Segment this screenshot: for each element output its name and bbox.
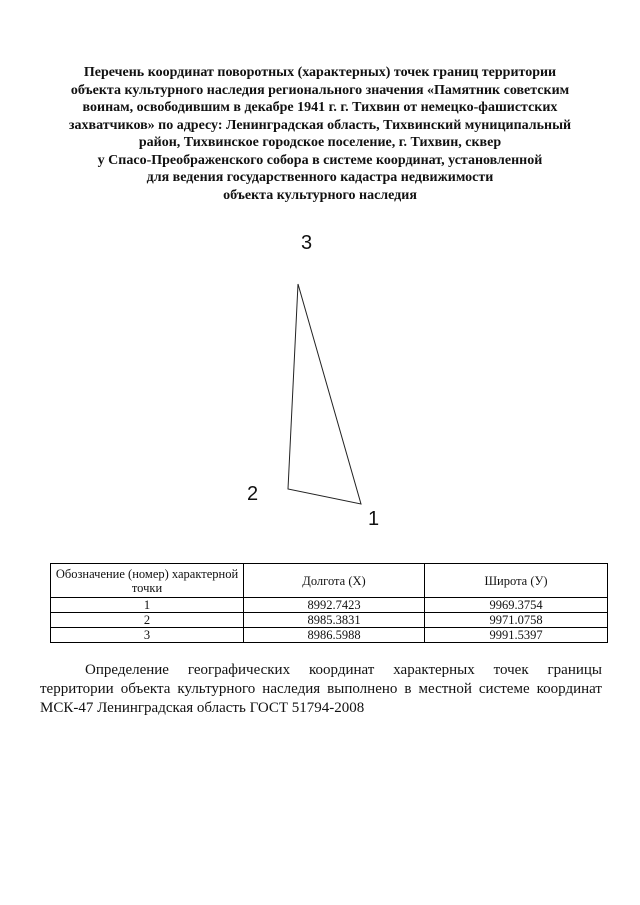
cell-point: 2 [51, 613, 244, 628]
note-line: территории объекта культурного наследия выполнено в местной системе координат [40, 681, 602, 697]
column-header-latitude: Широта (У) [425, 564, 608, 598]
table-row [51, 613, 608, 628]
cell-longitude: 8992.7423 [244, 598, 425, 613]
table-header-row [51, 564, 608, 598]
point-label-2: 2 [247, 483, 259, 505]
cell-latitude: 9991.5397 [425, 628, 608, 643]
title-line: для ведения государственного кадастра недвижимости [146, 170, 494, 185]
boundary-polygon [288, 284, 361, 504]
table-row [51, 598, 608, 613]
title-line: Перечень координат поворотных (характерных) точек границ территории [83, 65, 557, 80]
method-note [40, 661, 602, 718]
point-label-3: 3 [301, 232, 313, 254]
title-line: район, Тихвинское городское поселение, г. Тихвин, сквер [138, 135, 502, 150]
document-title [40, 64, 600, 204]
cell-longitude: 8985.3831 [244, 613, 425, 628]
table-row [51, 628, 608, 643]
coordinates-table [50, 563, 608, 643]
column-header-longitude: Долгота (X) [244, 564, 425, 598]
title-line: объекта культурного наследия регионального значения «Памятник советским [70, 82, 570, 98]
cell-latitude: 9971.0758 [425, 613, 608, 628]
title-line: воинам, освободившим в декабре 1941 г. г. Тихвин от немецко-фашистских [82, 100, 558, 115]
cell-point: 3 [51, 628, 244, 643]
point-label-1: 1 [368, 508, 380, 530]
cell-longitude: 8986.5988 [244, 628, 425, 643]
cell-point: 1 [51, 598, 244, 613]
cell-latitude: 9969.3754 [425, 598, 608, 613]
title-line: у Спасо-Преображенского собора в системе координат, установленной [97, 152, 543, 168]
note-line: Определение географических координат характерных точек границы [85, 662, 602, 678]
note-line: МСК-47 Ленинградская область ГОСТ 51794-2008 [40, 700, 365, 716]
column-header-point: Обозначение (номер) характерной точки [51, 564, 244, 598]
title-line: объекта культурного наследия [223, 187, 417, 203]
title-line: захватчиков» по адресу: Ленинградская область, Тихвинский муниципальный [68, 117, 572, 133]
